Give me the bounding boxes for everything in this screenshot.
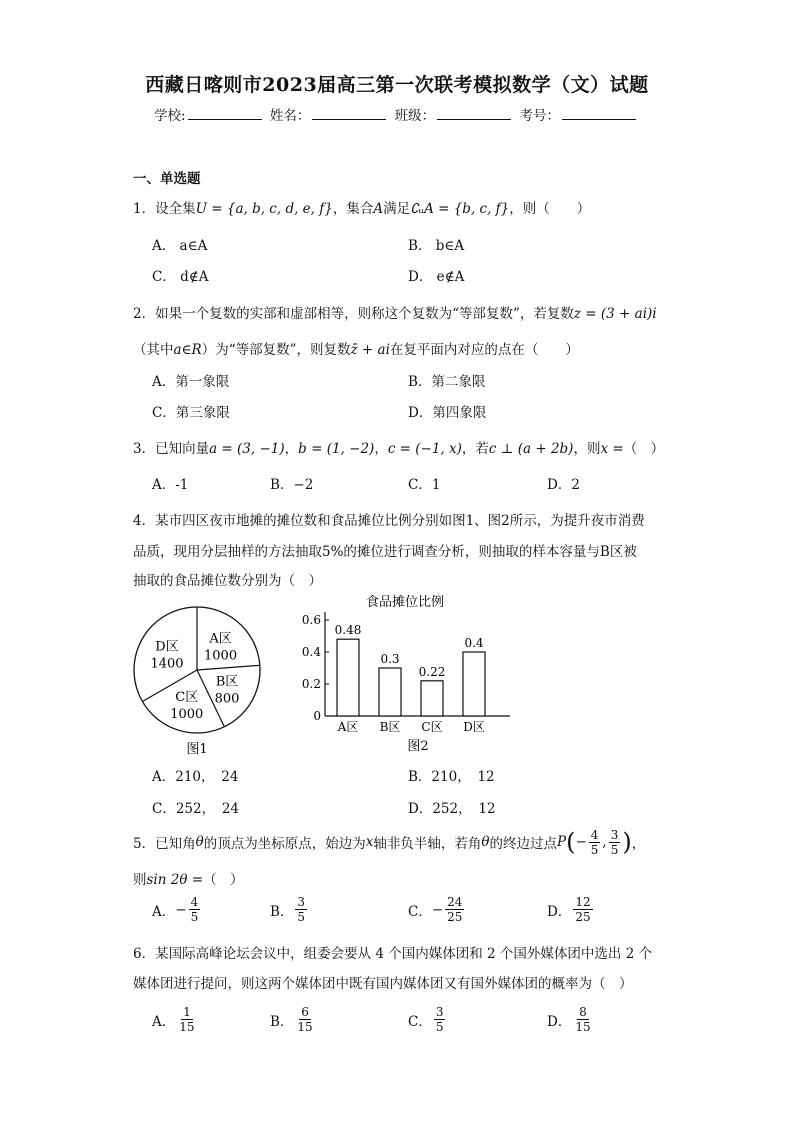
question-1-stem	[133, 197, 590, 217]
q1-option-d: D． e∉A	[408, 269, 465, 285]
q3-text: ，则	[573, 441, 601, 457]
q3-text: ，若	[461, 441, 489, 457]
q5-fraction-y: $\frac{3}{5}$	[610, 827, 619, 857]
question-3-stem: 3．已知向量a = (3, −1)，b = (1, −2)，c = (−1, x)，若c ⊥ (a + 2b)，则x =（ ）	[133, 441, 665, 457]
q5-option-c: C． − $\frac{24}{25}$	[408, 895, 463, 924]
q4-option-c: C．252， 24	[152, 801, 240, 817]
q5-theta: θ	[195, 834, 204, 850]
q3-vector-b: b = (1, −2)	[298, 441, 375, 457]
bar-value-label: 0.3	[380, 652, 400, 666]
figure-2-bar-chart	[295, 588, 525, 758]
q2-option-c: C．第三象限	[152, 405, 230, 421]
question-6-line-2: 媒体团进行提问，则这两个媒体团中既有国内媒体团又有国外媒体团的概率为（ ）	[133, 976, 633, 992]
x-tick-label: A区	[337, 720, 359, 734]
q3-option-b: B．−2	[270, 477, 314, 493]
q1-option-a: A． a∈A	[152, 238, 208, 254]
pie-slice-value: 800	[214, 691, 240, 707]
class-blank	[437, 107, 511, 120]
question-2-line-2	[133, 338, 579, 358]
q3-vector-a: a = (3, −1)	[209, 441, 285, 457]
question-4-line-2: 品质，现用分层抽样的方法抽取5%的摊位进行调查分析，则抽取的样本容量与B区被	[133, 544, 637, 560]
q1-text: ，集合	[332, 201, 374, 217]
q5-minus: −	[575, 834, 587, 850]
page-title: 西藏日喀则市2023届高三第一次联考模拟数学（文）试题	[145, 74, 649, 96]
q1-universal-set: U = {a, b, c, d, e, f}	[195, 201, 333, 217]
q5-sin-expression: sin 2θ =	[146, 872, 204, 888]
q2-option-a: A．第一象限	[152, 374, 230, 390]
question-5-line-1: 5．已知角 θ 的顶点为坐标原点，始边为 x 轴非负半轴，若角 θ 的终边过点 P ( − $\frac{4}{5}$ , $\frac{3}{5}$ ) ，	[133, 827, 646, 857]
q3-x-equals: x =	[600, 441, 624, 457]
exam-number-blank	[562, 107, 636, 120]
q2-option-b: B．第二象限	[408, 374, 486, 390]
figure-2-caption: 图2	[407, 739, 429, 754]
section-heading: 一、单选题	[133, 171, 201, 187]
q2-zbar-expression: z̄ + ai	[350, 342, 390, 358]
q5-text: 的终边过点	[489, 836, 557, 852]
q3-condition: c ⊥ (a + 2b)	[488, 441, 574, 457]
exam-number-label: 考号：	[519, 108, 560, 124]
name-label: 姓名：	[269, 108, 311, 124]
q1-set-a: A	[373, 201, 384, 217]
q2-text: 2．如果一个复数的实部和虚部相等，则称这个复数为“等部复数”，若复数	[133, 306, 574, 322]
q5-point-p: P	[557, 834, 567, 850]
q6-option-c: C． $\frac{3}{5}$	[408, 1005, 444, 1034]
q5-text: 5．已知角	[133, 836, 196, 852]
pie-slice-label: D区	[155, 639, 179, 655]
q5-x: x	[365, 834, 374, 850]
bar-value-label: 0.4	[464, 636, 484, 650]
bar	[337, 639, 359, 716]
pie-slice-label: A区	[209, 631, 232, 647]
q5-fraction-x: $\frac{4}{5}$	[590, 827, 599, 857]
q5-option-d: D． $\frac{12}{25}$	[547, 895, 591, 924]
q1-option-c: C． d∉A	[152, 269, 209, 285]
q4-option-b: B．210， 12	[408, 769, 495, 785]
q5-text: 则	[133, 872, 147, 888]
q6-option-d: D． $\frac{8}{15}$	[547, 1005, 591, 1034]
q1-option-b: B． b∈A	[408, 238, 465, 254]
question-4-line-1: 4．某市四区夜市地摊的摊位数和食品摊位比例分别如图1、图2所示，为提升夜市消费	[133, 513, 645, 529]
q5-text: 的顶点为坐标原点，始边为	[203, 836, 366, 852]
q4-option-a: A．210， 24	[152, 769, 239, 785]
q2-option-d: D．第四象限	[408, 405, 487, 421]
school-label: 学校:	[154, 108, 186, 124]
pie-slice-value: 1000	[204, 648, 238, 664]
q1-text: 1．设全集	[133, 201, 196, 217]
figure-1-caption: 图1	[186, 742, 208, 757]
q5-theta: θ	[481, 834, 490, 850]
class-label: 班级：	[394, 108, 436, 124]
q1-text: ，则（ ）	[509, 201, 591, 217]
x-tick-label: C区	[421, 720, 443, 734]
bar-value-label: 0.22	[418, 664, 446, 679]
chart-title: 食品摊位比例	[365, 595, 445, 610]
q1-complement: ∁ᵤA = {b, c, f}	[410, 201, 510, 217]
bar-value-label: 0.48	[334, 623, 362, 638]
pie-slice-value: 1400	[150, 656, 184, 672]
bar	[379, 668, 401, 716]
figure-1-pie-chart	[125, 602, 280, 762]
q2-text: ）为“等部复数”，则复数	[201, 342, 351, 358]
bar	[463, 652, 485, 716]
pie-slice-value: 1000	[170, 707, 204, 723]
q2-text: 在复平面内对应的点在（ ）	[389, 342, 579, 358]
x-tick-label: D区	[463, 720, 485, 734]
q5-text: 轴非负半轴，若角	[373, 836, 482, 852]
y-tick-label: 0.6	[301, 613, 321, 627]
q3-vector-c: c = (−1, x)	[387, 441, 462, 457]
q6-option-a: A． $\frac{1}{15}$	[152, 1005, 195, 1034]
school-blank	[188, 107, 262, 120]
q6-option-b: B． $\frac{6}{15}$	[270, 1005, 313, 1034]
q4-option-d: D．252， 12	[408, 801, 496, 817]
q2-a-in-r: a∈R	[173, 342, 202, 358]
student-info-line	[0, 104, 794, 124]
q3-option-c: C．1	[408, 477, 441, 493]
x-tick-label: B区	[379, 720, 401, 734]
question-6-line-1: 6．某国际高峰论坛会议中，组委会要从 4 个国内媒体团和 2 个国外媒体团中选出 2 个	[133, 946, 653, 962]
q3-option-d: D．2	[547, 477, 580, 493]
q3-text: 3．已知向量	[133, 441, 210, 457]
y-tick-label: 0	[313, 709, 321, 723]
q3-option-a: A．-1	[152, 477, 189, 493]
q5-text: （ ）	[203, 872, 244, 888]
name-blank	[312, 107, 386, 120]
bar	[421, 681, 443, 716]
q3-text: （ ）	[623, 441, 665, 457]
question-4-line-3: 抽取的食品摊位数分别为（ ）	[133, 573, 322, 589]
q2-z-expression: z = (3 + ai)i	[573, 306, 657, 322]
y-tick-label: 0.2	[301, 677, 321, 691]
q5-option-b: B． $\frac{3}{5}$	[270, 895, 306, 924]
question-5-line-2	[133, 868, 244, 888]
q1-text: 满足	[383, 201, 411, 217]
pie-slice-label: B区	[215, 674, 239, 690]
pie-slice-label: C区	[175, 690, 199, 706]
q5-option-a: A． − $\frac{4}{5}$	[152, 895, 199, 924]
question-2-line-1	[133, 302, 657, 322]
q2-text: （其中	[133, 342, 174, 358]
y-tick-label: 0.4	[301, 645, 321, 659]
